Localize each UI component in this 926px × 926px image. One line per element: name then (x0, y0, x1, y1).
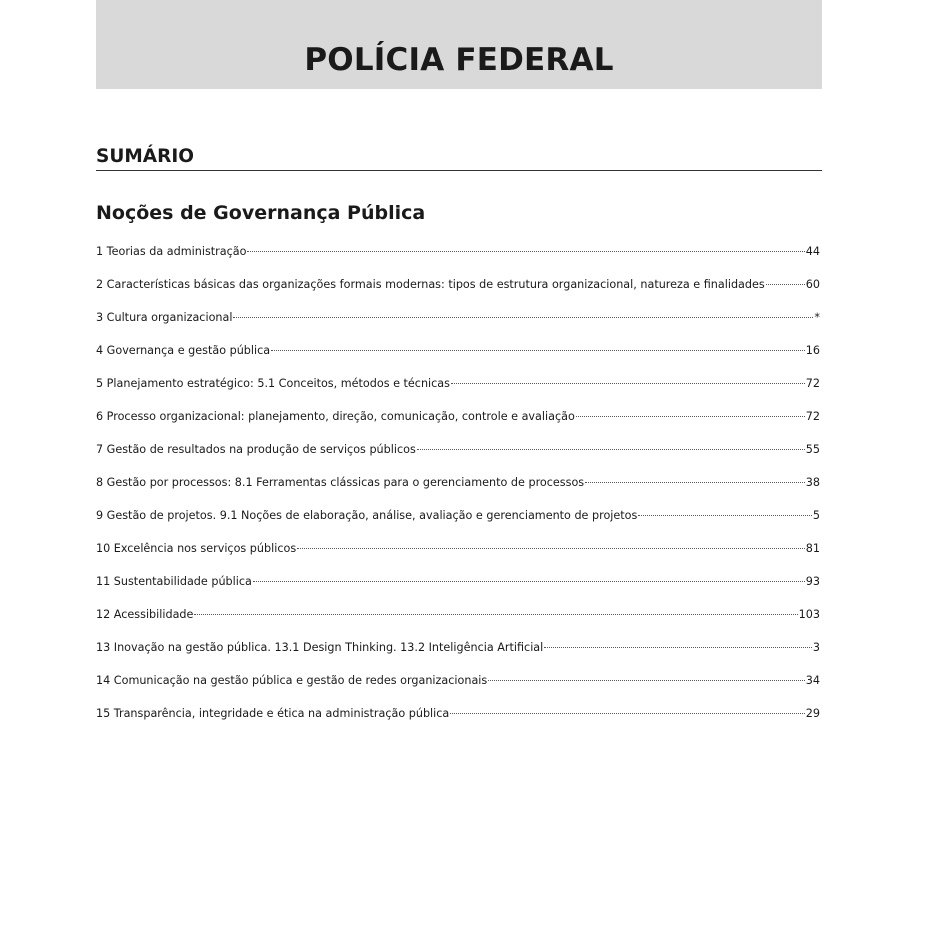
toc-entry-label: 4 Governança e gestão pública (96, 344, 271, 357)
dot-leader (638, 515, 812, 516)
toc-entry-page: 93 (805, 575, 820, 588)
toc-entry-page: 55 (805, 443, 820, 456)
toc-entry-page: 5 (812, 509, 820, 522)
toc-entry-page: 16 (805, 344, 820, 357)
table-of-contents (96, 241, 820, 736)
toc-entry-page: 60 (805, 278, 820, 291)
toc-entry (96, 340, 820, 373)
dot-leader (271, 350, 805, 351)
dot-leader (585, 482, 805, 483)
toc-entry-label: 5 Planejamento estratégico: 5.1 Conceitos, métodos e técnicas (96, 377, 450, 390)
toc-entry-page: 29 (805, 707, 820, 720)
toc-entry-label: 8 Gestão por processos: 8.1 Ferramentas clássicas para o gerenciamento de processos (96, 476, 585, 489)
toc-entry (96, 274, 820, 307)
summary-heading (96, 144, 822, 171)
toc-entry-label: 3 Cultura organizacional (96, 311, 233, 324)
toc-entry (96, 637, 820, 670)
toc-entry-label: 9 Gestão de projetos. 9.1 Noções de elaboração, análise, avaliação e gerenciamento de projetos (96, 509, 638, 522)
dot-leader (544, 647, 812, 648)
subject-title: Noções de Governança Pública (96, 202, 426, 224)
toc-entry-page: 3 (812, 641, 820, 654)
toc-entry-label: 12 Acessibilidade (96, 608, 194, 621)
toc-entry-label: 11 Sustentabilidade pública (96, 575, 252, 588)
toc-entry-label: 7 Gestão de resultados na produção de serviços públicos (96, 443, 416, 456)
toc-entry (96, 703, 820, 736)
dot-leader (297, 548, 805, 549)
toc-entry-page: 38 (805, 476, 820, 489)
dot-leader (253, 581, 805, 582)
dot-leader (194, 614, 797, 615)
dot-leader (417, 449, 805, 450)
toc-entry-page: 72 (805, 410, 820, 423)
toc-entry-page: 103 (798, 608, 820, 621)
toc-entry (96, 604, 820, 637)
dot-leader (451, 383, 805, 384)
toc-entry (96, 505, 820, 538)
toc-entry-label: 10 Excelência nos serviços públicos (96, 542, 297, 555)
dot-leader (247, 251, 804, 252)
toc-entry-label: 1 Teorias da administração (96, 245, 247, 258)
toc-entry-page: 34 (805, 674, 820, 687)
toc-entry-page: * (814, 311, 820, 324)
header-band (96, 0, 822, 89)
dot-leader (488, 680, 805, 681)
toc-entry-page: 72 (805, 377, 820, 390)
toc-entry-label: 2 Características básicas das organizações formais modernas: tipos de estrutura organizacional, natureza e finalidades (96, 278, 765, 291)
dot-leader (766, 284, 805, 285)
toc-entry (96, 571, 820, 604)
toc-entry (96, 439, 820, 472)
toc-entry (96, 406, 820, 439)
toc-entry (96, 670, 820, 703)
toc-entry (96, 538, 820, 571)
dot-leader (233, 317, 813, 318)
toc-entry (96, 307, 820, 340)
toc-entry-label: 14 Comunicação na gestão pública e gestão de redes organizacionais (96, 674, 488, 687)
dot-leader (576, 416, 805, 417)
toc-entry-label: 13 Inovação na gestão pública. 13.1 Design Thinking. 13.2 Inteligência Artificial (96, 641, 544, 654)
toc-entry-label: 6 Processo organizacional: planejamento, direção, comunicação, controle e avaliação (96, 410, 575, 423)
summary-heading-label: SUMÁRIO (96, 146, 194, 167)
toc-entry (96, 373, 820, 406)
toc-entry-page: 44 (805, 245, 820, 258)
toc-entry-page: 81 (805, 542, 820, 555)
toc-entry-label: 15 Transparência, integridade e ética na administração pública (96, 707, 450, 720)
toc-entry (96, 472, 820, 505)
toc-entry (96, 241, 820, 274)
document-title: POLÍCIA FEDERAL (304, 42, 614, 78)
dot-leader (450, 713, 804, 714)
